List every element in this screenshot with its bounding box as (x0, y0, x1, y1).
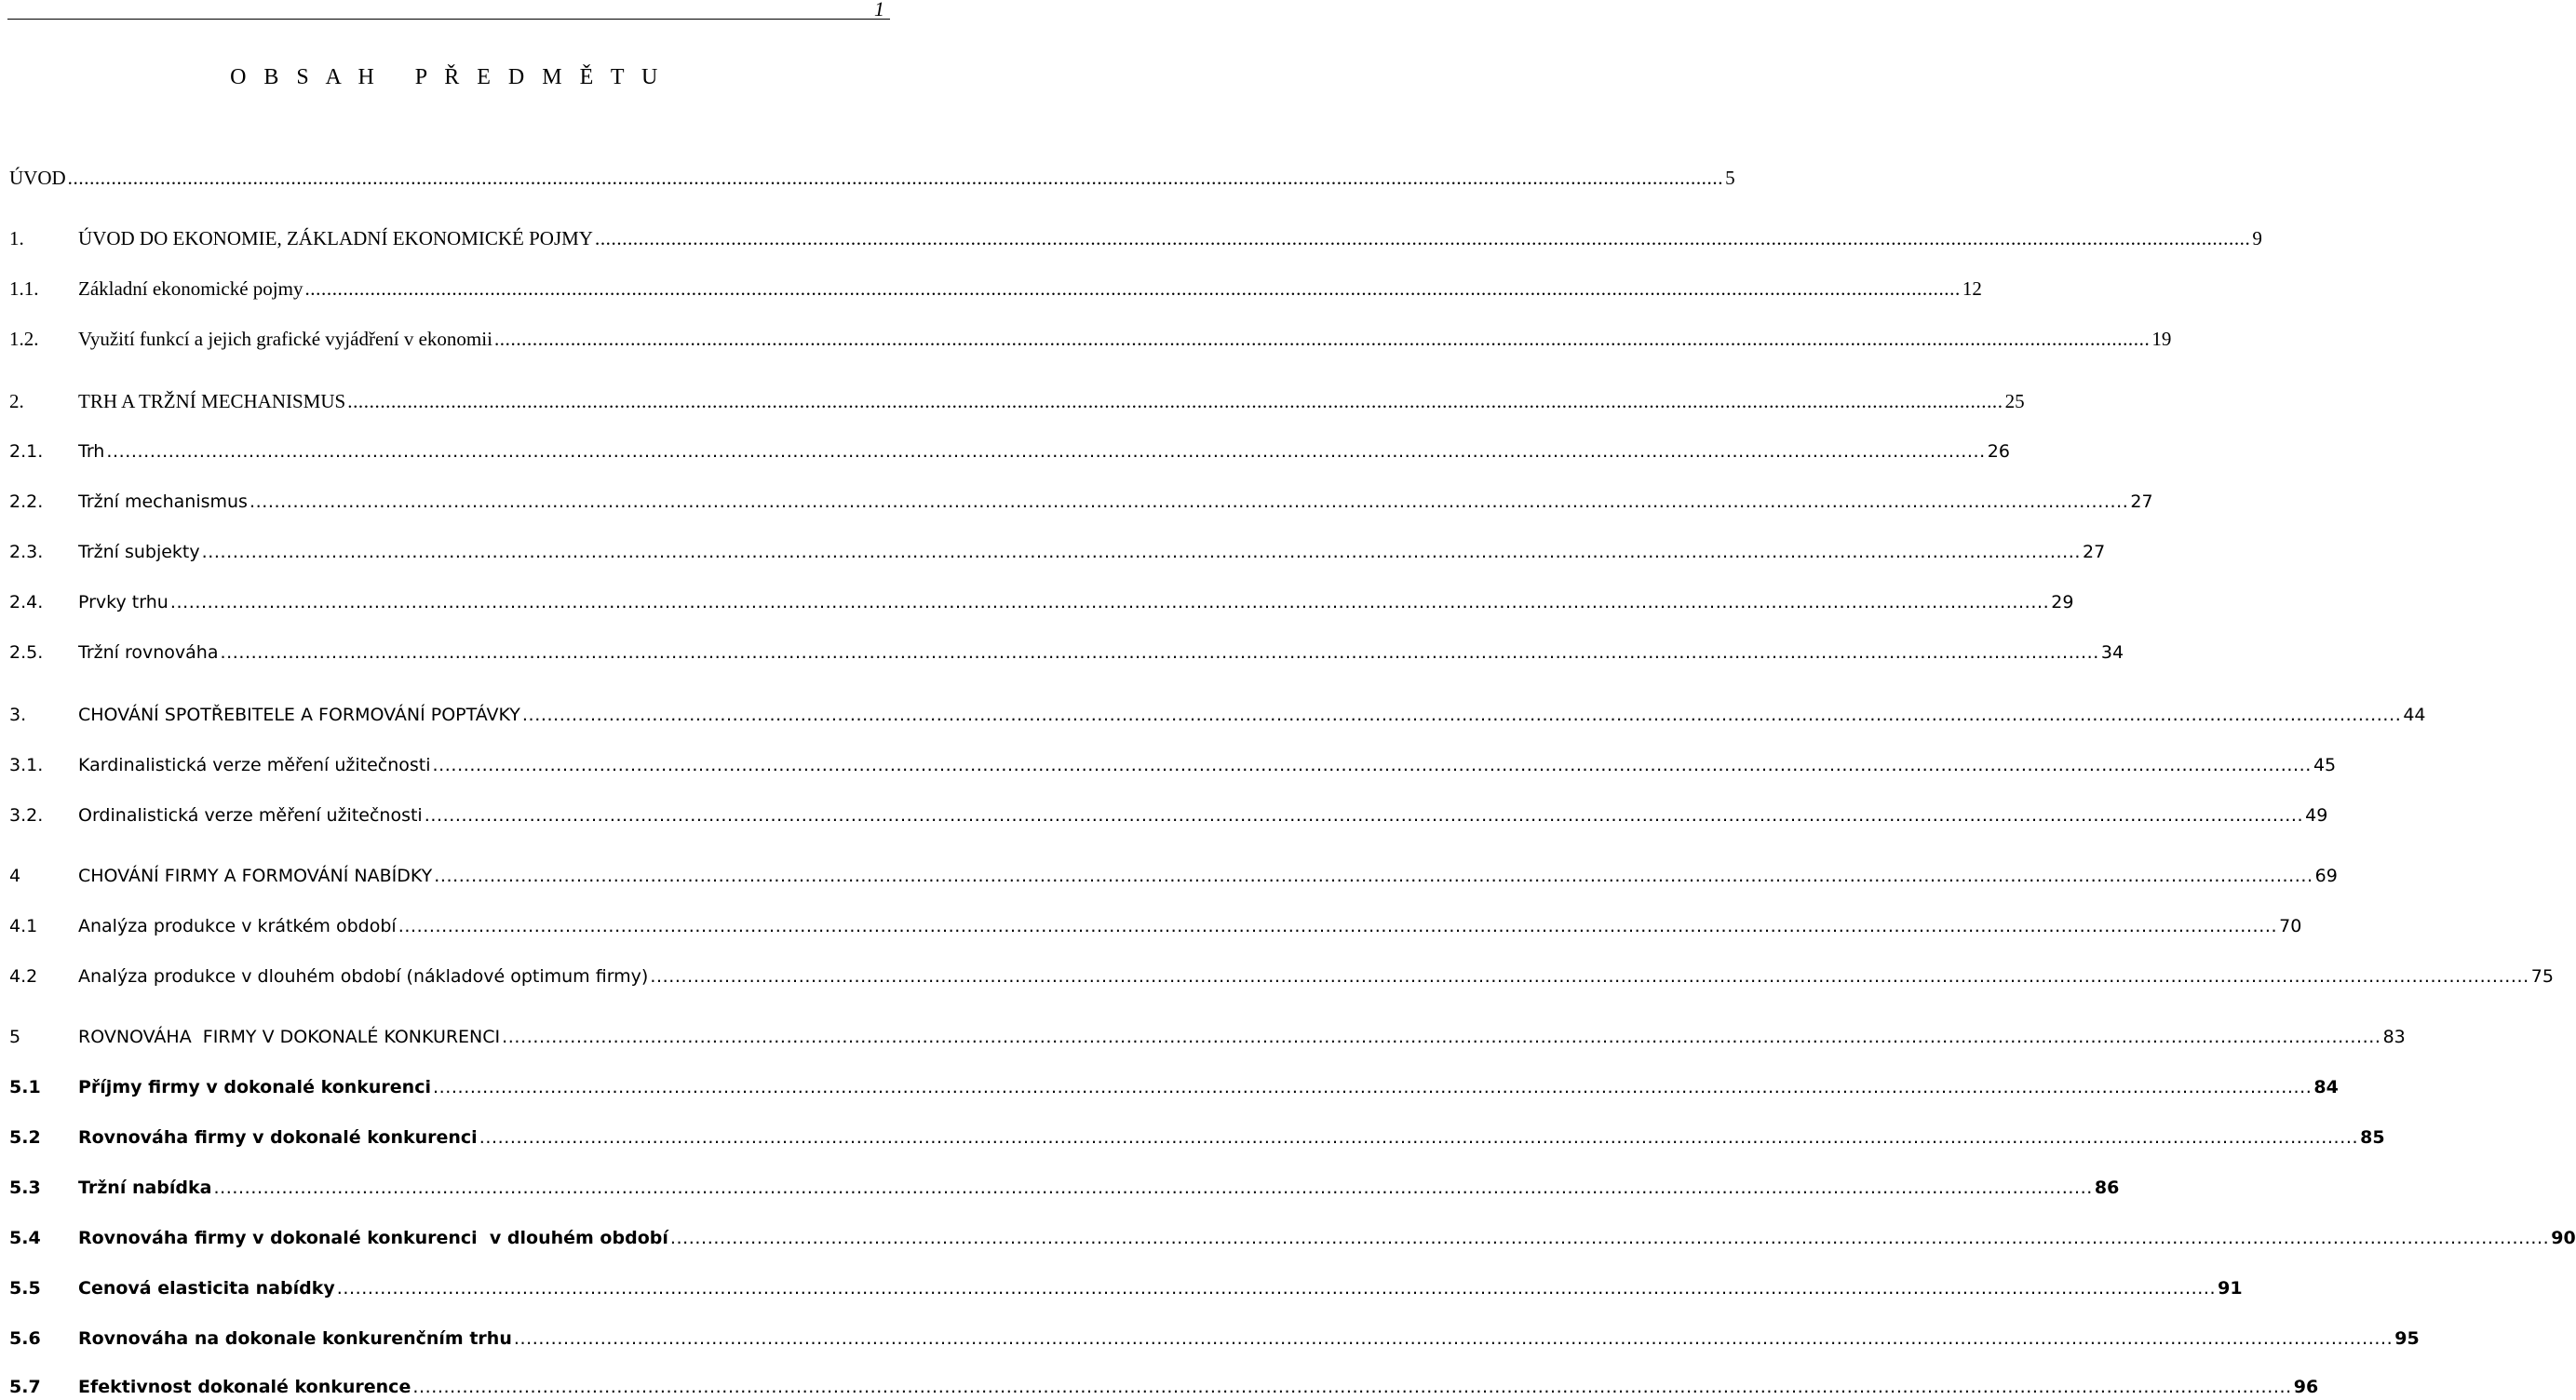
toc-dot-leader (337, 1275, 2216, 1301)
toc-entry-page: 85 (2360, 1127, 2385, 1148)
toc-entry-page: 90 (2551, 1228, 2576, 1248)
toc-entry-title: Efektivnost dokonalé konkurence (78, 1377, 411, 1397)
toc-dot-leader (220, 639, 2098, 666)
toc-dot-leader (304, 276, 1960, 302)
toc-entry-5-2[interactable] (9, 1124, 2385, 1151)
toc-entry-4-1[interactable] (9, 913, 2302, 939)
toc-entry-page: 75 (2530, 966, 2554, 987)
toc-entry-5[interactable] (9, 1024, 2406, 1050)
toc-entry-5-5[interactable] (9, 1275, 2243, 1301)
toc-entry-number: 2.5. (9, 642, 44, 663)
toc-entry-number: 2.2. (9, 491, 44, 512)
toc-dot-leader (494, 326, 2150, 352)
toc-entry-4[interactable] (9, 863, 2338, 889)
toc-dot-leader (595, 225, 2250, 251)
toc-entry-page: 9 (2252, 227, 2262, 249)
toc-entry-2[interactable] (9, 388, 2025, 414)
toc-entry-5-7[interactable] (9, 1374, 2319, 1400)
toc-entry-title: Tržní nabídka (78, 1178, 212, 1198)
toc-entry-uvod[interactable] (9, 165, 1735, 191)
toc-entry-title: Trh (78, 441, 105, 462)
toc-entry-title: Analýza produkce v dlouhém období (nákladové optimum firmy) (78, 966, 649, 987)
toc-dot-leader (68, 165, 1723, 191)
toc-entry-number: 5.6 (9, 1328, 41, 1349)
toc-entry-page: 86 (2094, 1178, 2120, 1198)
toc-dot-leader (425, 802, 2303, 828)
toc-entry-3-2[interactable] (9, 802, 2328, 828)
toc-entry-number: 4.2 (9, 966, 38, 987)
toc-entry-5-1[interactable] (9, 1074, 2339, 1100)
toc-entry-2-3[interactable] (9, 539, 2106, 565)
toc-entry-number: 3.2. (9, 805, 44, 826)
toc-entry-number: 1.2. (9, 328, 39, 350)
toc-entry-number: 5.5 (9, 1278, 41, 1299)
toc-dot-leader (433, 1074, 2312, 1100)
toc-entry-2-2[interactable] (9, 489, 2153, 515)
toc-dot-leader (106, 438, 1985, 464)
toc-entry-number: 5.4 (9, 1228, 41, 1248)
toc-entry-title: Cenová elasticita nabídky (78, 1278, 335, 1299)
toc-dot-leader (347, 388, 2003, 414)
toc-entry-page: 27 (2130, 491, 2153, 512)
toc-entry-title: Tržní rovnováha (78, 642, 219, 663)
toc-entry-page: 84 (2313, 1077, 2339, 1097)
toc-entry-1-1[interactable] (9, 276, 1982, 302)
toc-entry-2-5[interactable] (9, 639, 2124, 666)
toc-entry-1-2[interactable] (9, 326, 2172, 352)
toc-entry-number: 1. (9, 227, 24, 249)
toc-entry-3[interactable] (9, 702, 2426, 728)
toc-entry-title: Analýza produkce v krátkém období (78, 916, 397, 936)
toc-entry-4-2[interactable] (9, 963, 2554, 989)
toc-entry-page: 19 (2151, 328, 2172, 350)
toc-entry-number: 5.1 (9, 1077, 41, 1097)
toc-entry-page: 69 (2314, 866, 2338, 886)
toc-entry-number: 5.3 (9, 1178, 41, 1198)
toc-entry-title: CHOVÁNÍ FIRMY A FORMOVÁNÍ NABÍDKY (78, 866, 433, 886)
toc-entry-page: 83 (2382, 1027, 2406, 1047)
toc-entry-page: 25 (2004, 390, 2025, 412)
toc-entry-number: 5.2 (9, 1127, 41, 1148)
toc-entry-page: 12 (1962, 277, 1982, 300)
toc-entry-number: 2.4. (9, 592, 44, 612)
toc-entry-2-1[interactable] (9, 438, 2010, 464)
toc-entry-title: Příjmy firmy v dokonalé konkurenci (78, 1077, 431, 1097)
toc-dot-leader (202, 539, 2081, 565)
toc-entry-page: 91 (2218, 1278, 2243, 1299)
toc-entry-title: Tržní mechanismus (78, 491, 248, 512)
toc-entry-page: 49 (2305, 805, 2328, 826)
toc-entry-page: 45 (2313, 755, 2337, 775)
toc-dot-leader (412, 1374, 2291, 1400)
toc-entry-title: TRH A TRŽNÍ MECHANISMUS (78, 390, 346, 412)
toc-entry-number: 5.7 (9, 1377, 41, 1397)
toc-entry-5-3[interactable] (9, 1175, 2120, 1201)
toc-dot-leader (170, 589, 2049, 615)
toc-dot-leader (670, 1225, 2549, 1251)
toc-entry-title: Rovnováha firmy v dokonalé konkurenci v dlouhém období (78, 1228, 668, 1248)
toc-dot-leader (522, 702, 2401, 728)
toc-dot-leader (514, 1326, 2393, 1352)
toc-dot-leader (213, 1175, 2092, 1201)
toc-dot-leader (250, 489, 2128, 515)
toc-dot-leader (502, 1024, 2380, 1050)
toc-entry-number: 3. (9, 705, 27, 725)
toc-entry-2-4[interactable] (9, 589, 2074, 615)
toc-entry-number: 4.1 (9, 916, 38, 936)
toc-entry-number: 5 (9, 1027, 21, 1047)
toc-dot-leader (434, 863, 2313, 889)
toc-dot-leader (433, 752, 2312, 778)
toc-entry-title: CHOVÁNÍ SPOTŘEBITELE A FORMOVÁNÍ POPTÁVKY (78, 705, 520, 725)
toc-entry-page: 5 (1725, 167, 1735, 189)
toc-entry-5-4[interactable] (9, 1225, 2576, 1251)
toc-entry-title: Rovnováha na dokonale konkurenčním trhu (78, 1328, 512, 1349)
toc-entry-1[interactable] (9, 225, 2262, 251)
toc-entry-title: Ordinalistická verze měření užitečnosti (78, 805, 423, 826)
toc-entry-page: 44 (2403, 705, 2426, 725)
toc-entry-page: 27 (2083, 542, 2106, 562)
toc-entry-page: 96 (2293, 1377, 2319, 1397)
toc-entry-5-6[interactable] (9, 1326, 2420, 1352)
page-number: 1 (874, 0, 884, 20)
toc-entry-page: 34 (2100, 642, 2124, 663)
toc-entry-number: 1.1. (9, 277, 39, 300)
toc-entry-title: ÚVOD (9, 167, 66, 189)
toc-entry-number: 2.3. (9, 542, 44, 562)
toc-entry-page: 29 (2051, 592, 2074, 612)
toc-entry-title: Základní ekonomické pojmy (78, 277, 303, 300)
toc-entry-title: ROVNOVÁHA FIRMY V DOKONALÉ KONKURENCI (78, 1027, 501, 1047)
toc-entry-title: Kardinalistická verze měření užitečnosti (78, 755, 431, 775)
toc-dot-leader (398, 913, 2277, 939)
toc-entry-number: 2. (9, 390, 24, 412)
toc-entry-number: 3.1. (9, 755, 44, 775)
page-title: O B S A H P Ř E D M Ě T U (230, 65, 664, 89)
toc-entry-title: Rovnováha firmy v dokonalé konkurenci (78, 1127, 478, 1148)
toc-dot-leader (650, 963, 2529, 989)
toc-entry-number: 4 (9, 866, 21, 886)
toc-entry-number: 2.1. (9, 441, 44, 462)
toc-entry-title: Využití funkcí a jejich grafické vyjádření v ekonomii (78, 328, 492, 350)
toc-entry-page: 95 (2394, 1328, 2420, 1349)
toc-entry-3-1[interactable] (9, 752, 2337, 778)
toc-entry-title: ÚVOD DO EKONOMIE, ZÁKLADNÍ EKONOMICKÉ POJMY (78, 227, 593, 249)
toc-dot-leader (479, 1124, 2358, 1151)
toc-entry-page: 26 (1987, 441, 2010, 462)
toc-entry-page: 70 (2279, 916, 2302, 936)
toc-entry-title: Tržní subjekty (78, 542, 200, 562)
toc-entry-title: Prvky trhu (78, 592, 169, 612)
